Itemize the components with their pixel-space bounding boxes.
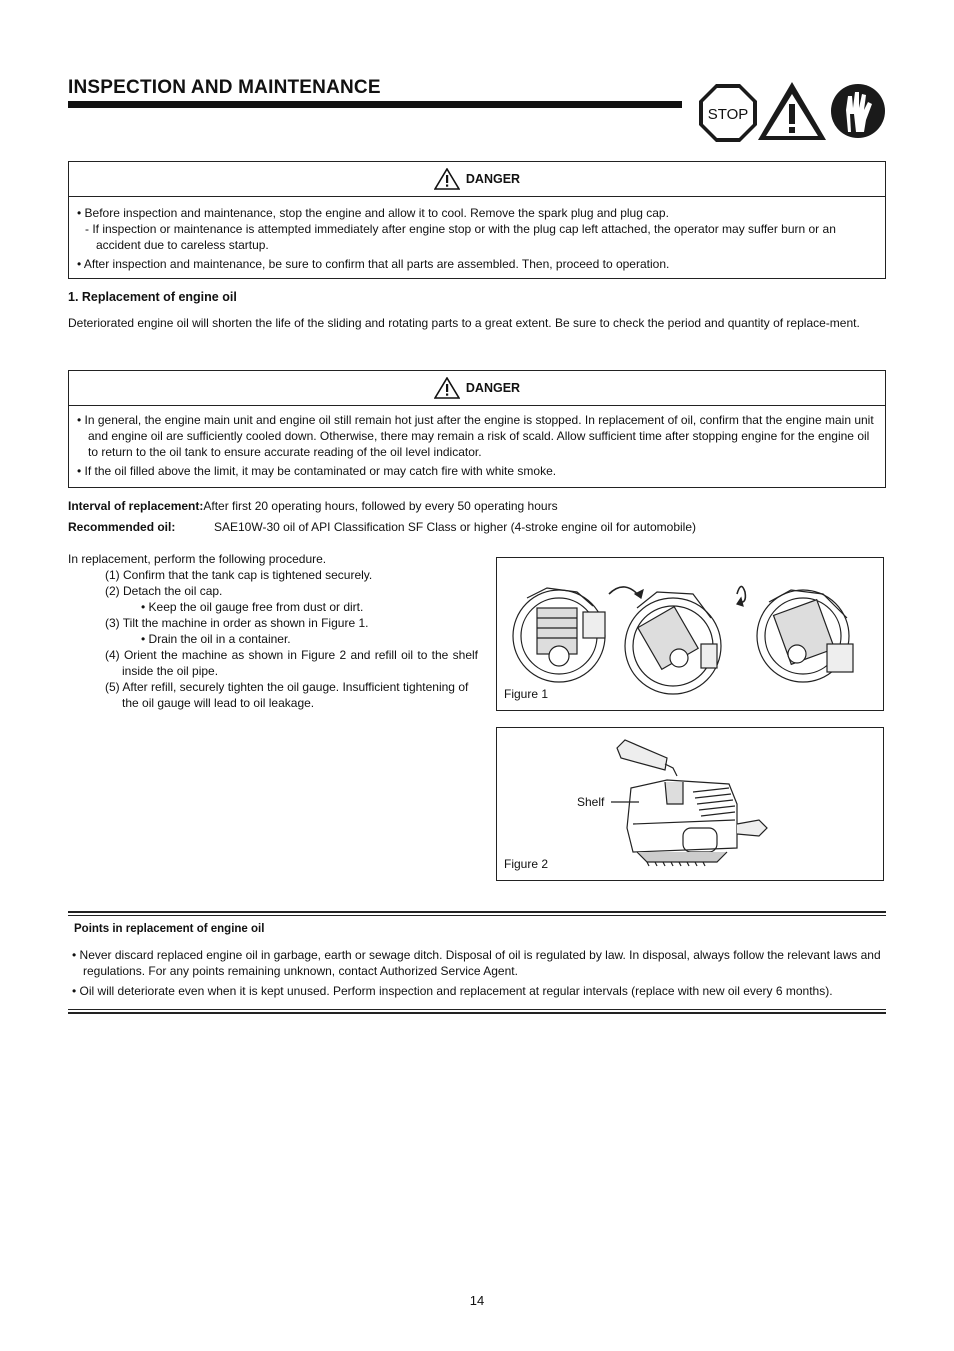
points-heading: Points in replacement of engine oil: [74, 923, 265, 935]
points-item: • Never discard replaced engine oil in garbage, earth or sewage ditch. Disposal of oil is regulated by law. In disposal, always follow the relevant laws and regulations. For any points remaining unknown, contact Authorized Service Agent.: [72, 948, 881, 978]
danger-box-2: [68, 370, 886, 488]
section-intro: Deteriorated engine oil will shorten the life of the sliding and rotating parts to a great extent. Be sure to check the period and quantity of replace-ment.: [68, 316, 860, 330]
title-rule: [68, 101, 682, 108]
interval-value: After first 20 operating hours, followed by every 50 operating hours: [203, 499, 558, 513]
interval-label: Interval of replacement:: [68, 499, 204, 513]
danger-header-1: [69, 162, 885, 197]
warning-triangle-icon: [434, 168, 460, 190]
stop-sign-text: STOP: [707, 106, 749, 123]
figure-2-caption: Figure 2: [504, 857, 549, 871]
page-title: INSPECTION AND MAINTENANCE: [68, 77, 381, 98]
warning-triangle-icon: [758, 82, 826, 140]
danger-heading: DANGER: [465, 381, 521, 395]
procedure-substep: • Drain the oil in a container.: [141, 632, 291, 646]
page-number: 14: [469, 1293, 485, 1308]
figure-2: [496, 727, 884, 881]
points-bottom-rule: [68, 1009, 886, 1014]
points-item: • Oil will deteriorate even when it is kept unused. Perform inspection and replacement at regular intervals (replace with new oil every 6 months).: [72, 984, 833, 998]
gloves-icon: [831, 84, 885, 138]
procedure-step: (3) Tilt the machine in order as shown in Figure 1.: [105, 616, 369, 630]
danger-heading: DANGER: [465, 172, 521, 186]
danger-header-2: [69, 371, 885, 406]
oil-label: Recommended oil:: [68, 520, 176, 534]
figure-1-caption: Figure 1: [504, 687, 549, 701]
oil-value: SAE10W-30 oil of API Classification SF Class or higher (4-stroke engine oil for automobile): [214, 520, 696, 534]
procedure-step: (4) Orient the machine as shown in Figure 2 and refill oil to the shelf inside the oil pipe.: [105, 648, 478, 678]
figure-1: [496, 557, 884, 711]
danger-item: • In general, the engine main unit and engine oil still remain hot just after the engine is stopped. In replacement of oil, confirm that the engine main unit and engine oil are sufficiently cooled down. Otherwise, there may remain a risk of scald. Allow sufficient time after stopping engine for the engine oil to return to the oil tank to ensure accurate reading of the oil level indicator.: [77, 413, 874, 459]
procedure-substep: • Keep the oil gauge free from dust or dirt.: [141, 600, 364, 614]
procedure-step: (2) Detach the oil cap.: [105, 584, 223, 598]
points-top-rule: [68, 911, 886, 916]
section-heading: 1. Replacement of engine oil: [68, 290, 237, 304]
procedure-intro: In replacement, perform the following procedure.: [68, 552, 327, 566]
danger-box-1: [68, 161, 886, 279]
figure-1-illustration: [497, 558, 883, 710]
warning-triangle-icon: [434, 377, 460, 399]
oil-spec: [68, 519, 696, 535]
danger-subitem: - If inspection or maintenance is attempted immediately after engine stop or with the plug cap left attached, the operator may suffer burn or an accident due to careless startup.: [85, 222, 836, 252]
danger-item: • After inspection and maintenance, be sure to confirm that all parts are assembled. Then, proceed to operation.: [77, 257, 670, 271]
safety-icons: [698, 80, 888, 146]
procedure: [68, 551, 478, 711]
points-body: [72, 947, 884, 999]
interval-spec: [68, 498, 558, 514]
danger-item: • Before inspection and maintenance, stop the engine and allow it to cool. Remove the spark plug and plug cap.: [77, 206, 669, 220]
figure-2-illustration: [497, 728, 883, 880]
shelf-label: Shelf: [577, 795, 605, 809]
procedure-step: (5) After refill, securely tighten the oil gauge. Insufficient tightening of the oil gauge will lead to oil leakage.: [105, 680, 469, 710]
stop-sign-icon: [699, 84, 757, 142]
procedure-step: (1) Confirm that the tank cap is tightened securely.: [105, 568, 373, 582]
danger-item: • If the oil filled above the limit, it may be contaminated or may catch fire with white smoke.: [77, 464, 557, 478]
